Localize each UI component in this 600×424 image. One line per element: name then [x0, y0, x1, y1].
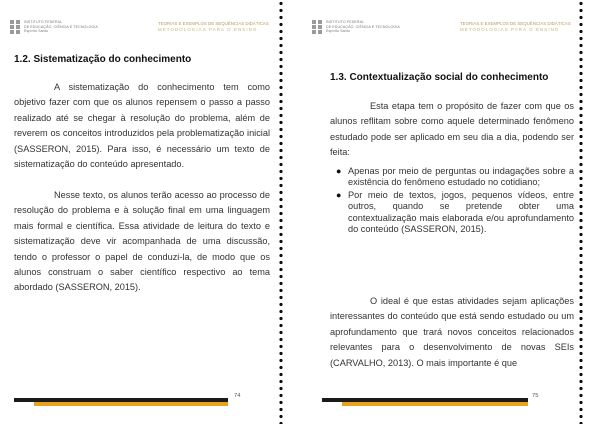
series-title: TEORIAS E EXEMPLOS DE SEQUÊNCIAS DIDÁTICAS METODOLOGIAS PARA O ENSINO — [460, 21, 571, 32]
institution-logo-icon — [312, 20, 322, 34]
bullet-icon: ● — [336, 189, 342, 200]
right-page — [302, 0, 588, 424]
institution-name: INSTITUTO FEDERAL DE EDUCAÇÃO, CIÊNCIA E TECNOLOGIA Espírito Santo — [24, 20, 98, 34]
page-divider — [279, 0, 283, 424]
section-title: 1.2. Sistematização do conhecimento — [14, 54, 192, 65]
paragraph: Esta etapa tem o propósito de fazer com que os alunos reflitam sobre como aquele determinado fenômeno estudado pode ser aplicado em seu dia a dia, podendo ser feita: — [330, 101, 574, 158]
page-header — [0, 20, 286, 44]
paragraph: A sistematização do conhecimento tem como objetivo fazer com que os alunos repensem o passo a passo realizado até se chegar à resolução do problema, além de reverem os conceitos introduzidos pela problematização inicial (SASSERON, 2015). Para isso, é necessário um texto de sistematização do conteúdo apresentado. — [14, 82, 270, 170]
footer-bar-gold — [34, 402, 228, 406]
page-number: 74 — [234, 393, 241, 399]
paragraph: O ideal é que estas atividades sejam aplicações interessantes do conteúdo que está sendo estudado ou um aprofundamento que trará novos conceitos relacionados relevantes para o desenvolvimento de novas SEIs (CARVALHO, 2013). O mais importante é que — [330, 296, 574, 368]
page-header — [302, 20, 588, 44]
bullet-icon: ● — [336, 166, 342, 176]
bullet-list — [336, 166, 574, 236]
list-item: ● Apenas por meio de perguntas ou indagações sobre a existência do fenômeno estudado no cotidiano; — [336, 166, 574, 188]
footer-bar-gold — [342, 402, 528, 406]
institution-name: INSTITUTO FEDERAL DE EDUCAÇÃO, CIÊNCIA E TECNOLOGIA Espírito Santo — [326, 20, 400, 34]
list-item: ● Por meio de textos, jogos, pequenos vídeos, entre outros, quando se pretende obter uma contextualização mais elaborada e/ou aprofundamento do conteúdo (SASSERON, 2015). — [336, 189, 574, 235]
page-number: 75 — [532, 393, 539, 399]
left-page — [0, 0, 286, 424]
section-title: 1.3. Contextualização social do conhecimento — [330, 72, 549, 83]
page-edge-divider — [579, 0, 583, 424]
institution-logo-icon — [10, 20, 20, 34]
paragraph: Nesse texto, os alunos terão acesso ao processo de resolução do problema e à solução final em uma linguagem mais formal e científica. Essa atividade de leitura do texto e sistematização deve vir acompanhada de uma discussão, tendo o professor o papel de conduzi-la, de modo que os alunos construam o saber científico respectivo ao tema abordado (SASSERON, 2015). — [14, 190, 270, 293]
series-title: TEORIAS E EXEMPLOS DE SEQUÊNCIAS DIDÁTICAS METODOLOGIAS PARA O ENSINO — [158, 21, 269, 32]
